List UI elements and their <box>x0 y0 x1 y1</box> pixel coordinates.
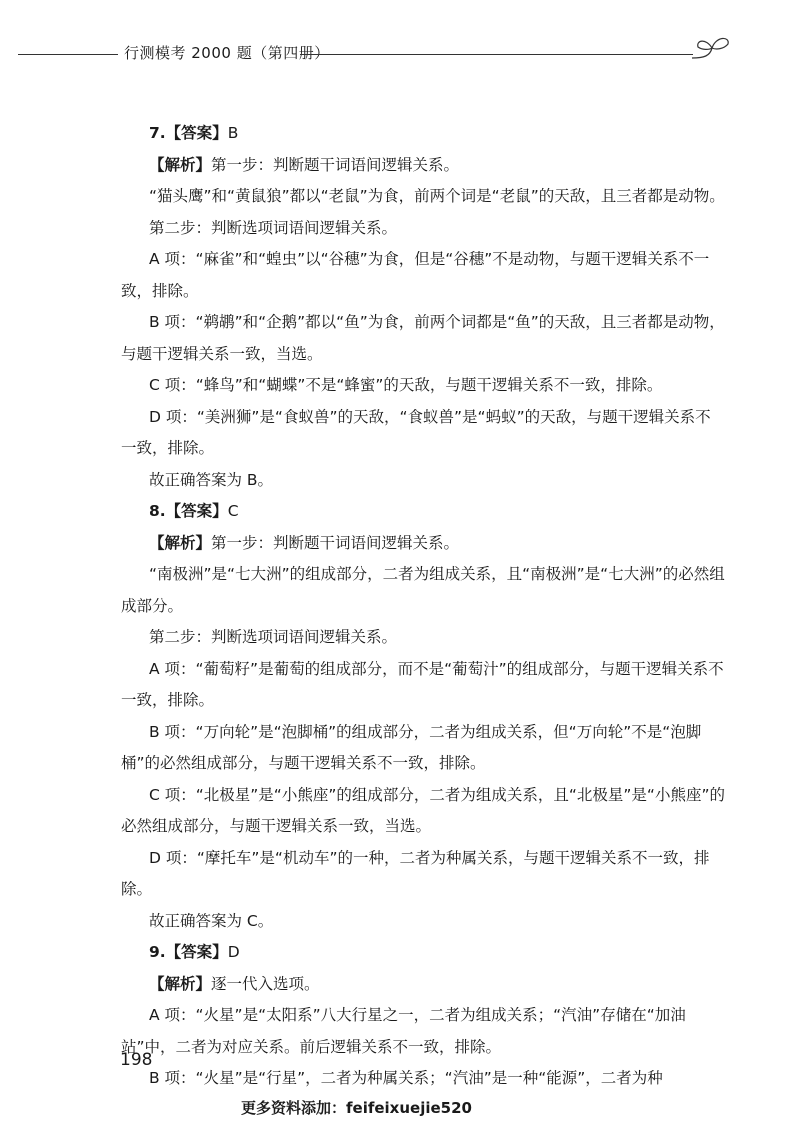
paragraph: 第二步：判断选项词语间逻辑关系。 <box>149 628 398 646</box>
answer-line: 7.【答案】B <box>149 124 239 142</box>
answer-line: 8.【答案】C <box>149 502 239 520</box>
analysis-line: 【解析】第一步：判断题干词语间逻辑关系。 <box>149 155 460 174</box>
header-rule-left <box>18 54 118 55</box>
conclusion-paragraph: 故正确答案为 B。 <box>149 470 274 489</box>
option-paragraph: D 项：“摩托车”是“机动车”的一种，二者为种属关系，与题干逻辑关系不一致，排除。 <box>121 848 710 898</box>
option-paragraph: B 项：“鹈鹕”和“企鹅”都以“鱼”为食，前两个词都是“鱼”的天敌，且三者都是动物，与题干逻辑关系一致，当选。 <box>121 313 725 363</box>
footer-note: 更多资料添加：feifeixuejie520 <box>241 1099 472 1117</box>
sprout-icon <box>690 34 736 64</box>
option-paragraph: D 项：“美洲狮”是“食蚁兽”的天敌，“食蚁兽”是“蚂蚁”的天敌，与题干逻辑关系不一致，排除。 <box>121 407 711 457</box>
running-header <box>18 38 718 68</box>
paragraph: “南极洲”是“七大洲”的组成部分，二者为组成关系，且“南极洲”是“七大洲”的必然组成部分。 <box>121 565 725 615</box>
option-paragraph: A 项：“麻雀”和“蝗虫”以“谷穗”为食，但是“谷穗”不是动物，与题干逻辑关系不一致，排除。 <box>121 250 710 300</box>
answer-line: 9.【答案】D <box>149 943 240 961</box>
header-title: 行测模考 2000 题（第四册） <box>124 44 330 62</box>
page-number: 198 <box>120 1050 153 1070</box>
option-paragraph: B 项：“火星”是“行星”，二者为种属关系；“汽油”是一种“能源”，二者为种 <box>149 1069 663 1087</box>
option-paragraph: A 项：“葡萄籽”是葡萄的组成部分，而不是“葡萄汁”的组成部分，与题干逻辑关系不一致，排除。 <box>121 659 724 709</box>
conclusion-paragraph: 故正确答案为 C。 <box>149 911 274 930</box>
option-paragraph: C 项：“北极星”是“小熊座”的组成部分，二者为组成关系，且“北极星”是“小熊座”的必然组成部分，与题干逻辑关系一致，当选。 <box>121 785 725 835</box>
paragraph: “猫头鹰”和“黄鼠狼”都以“老鼠”为食，前两个词是“老鼠”的天敌，且三者都是动物。 <box>149 187 725 205</box>
analysis-line: 【解析】逐一代入选项。 <box>149 974 320 993</box>
answer-explanations <box>121 118 725 1095</box>
option-paragraph: A 项：“火星”是“太阳系”八大行星之一，二者为组成关系；“汽油”存储在“加油站”中，二者为对应关系。前后逻辑关系不一致，排除。 <box>121 1006 686 1056</box>
option-paragraph: B 项：“万向轮”是“泡脚桶”的组成部分，二者为组成关系，但“万向轮”不是“泡脚桶”的必然组成部分，与题干逻辑关系不一致，排除。 <box>121 722 702 772</box>
header-rule-right <box>300 54 693 55</box>
option-paragraph: C 项：“蜂鸟”和“蝴蝶”不是“蜂蜜”的天敌，与题干逻辑关系不一致，排除。 <box>149 376 663 394</box>
paragraph: 第二步：判断选项词语间逻辑关系。 <box>149 218 398 237</box>
analysis-line: 【解析】第一步：判断题干词语间逻辑关系。 <box>149 533 460 552</box>
